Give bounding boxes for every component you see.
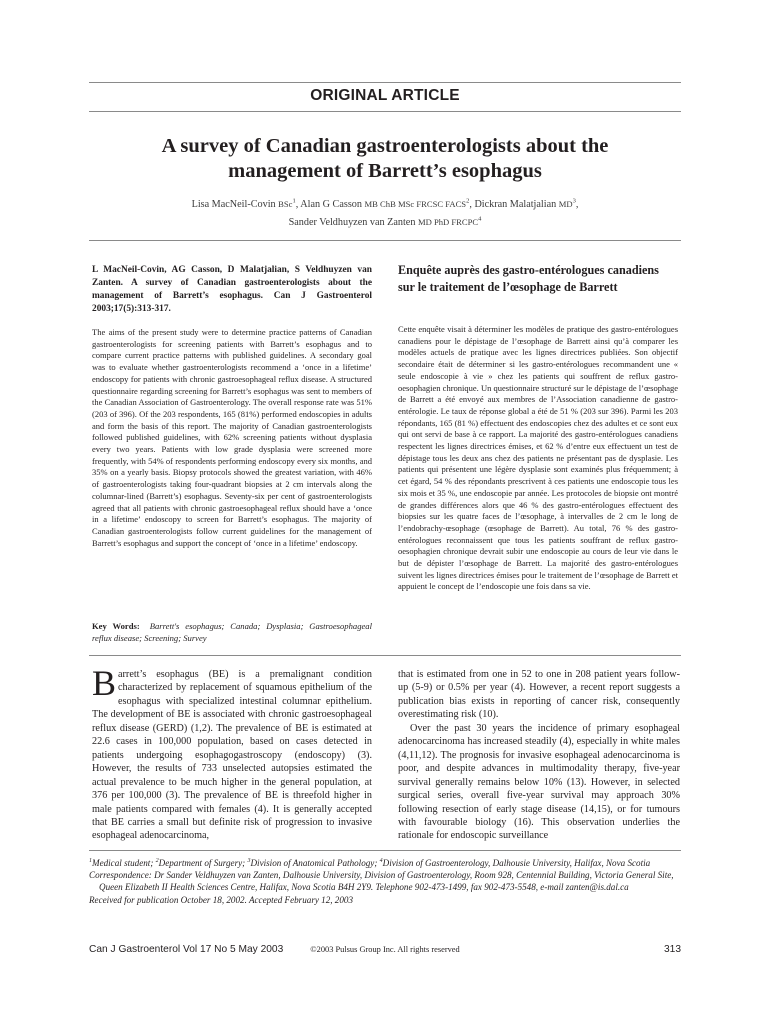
top-rule [89, 82, 681, 83]
correspondence-note: Correspondence: Dr Sander Veldhuyzen van Zanten, Dalhousie University, Division of Gastroenterology, Room 928, Centennial Building, Victoria General Site, Queen Elizabeth II Health Sciences Centre, Halifax, Nova Scotia B4H 2Y9. Telephone 902-473-1499, fax 902-473-5548, e-mail zanten@is.dal.ca [89, 870, 674, 893]
french-title: Enquête auprès des gastro-entérologues canadiens sur le traitement de l’œsophage de Barrett [398, 263, 659, 294]
abstract-bottom-rule [89, 655, 681, 656]
abstract-french: Cette enquête visait à déterminer les modèles de pratique des gastro-entérologues canadiens pour le dépistage de l’œsophage de Barrett ainsi qu’à comparer les modèles actuels de pratique avec les lignes directrices publiées. Son objectif secondaire était de déterminer si les gastro-entérologues recommandent une « seule endoscopie à vie » chez les patients qui souffrent de reflux gastro-oesophagien chronique. Un questionnaire structuré sur le dépistage de l’œsophage de Barrett a été envoyé aux membres de l’Association canadienne de gastro-entérologie. Le taux de réponse global a été de 51 % (203 sur 396). Parmi les 203 répondants, 165 (81 %) effectuent des endoscopies chez des adultes et ce sont eux qui ont servi de base à ce rapport. La majorité des gastro-entérologues canadiens respectent les lignes directrices émises, et 62 % d’entre eux effectuent un test de dépistage tous les deux ans chez des patients ne présentant pas de dysplasie. Les patients qui présentent une légère dysplasie sont examinés plus fréquemment; à cet égard, 54 % des répondants prescrivent à ces patients une endoscopie tous les six mois et 35 %, une endoscopie par année. Les protocoles de biopsie ont montré de grandes différences alors que 46 % des gastro-entérologues effectuent des biopsies sur les quatre faces de l’œsophage, à intervalles de 2 cm le long de l’endobrachy-œsophage (œsophage de Barrett). Au total, 76 % des gastro-entérologues reconnaissent que tous les patients souffrant de reflux gastro-oesophagien chronique devrait subir une endoscopie au cours de leur vie dans le but de dépister l’œsophage de Barrett. La majorité des gastro-entérologues suivent les lignes directrices émises pour le traitement de l’œsophage de Barrett et appuient le concept de l’endoscopie une fois dans sa vie. [398, 324, 678, 592]
received-note: Received for publication October 18, 2002. Accepted February 12, 2003 [89, 894, 353, 905]
section-rule [89, 111, 681, 112]
keywords-label: Key Words: [92, 621, 140, 631]
header-bottom-rule [89, 240, 681, 241]
author-3: Dickran Malatjalian $MD^3$, [474, 198, 579, 211]
author-4: Sander Veldhuyzen van Zanten MD PhD FRCPC$^4$ [288, 215, 482, 228]
author-2: Alan G Casson MB ChB MSc FRCSC FACS$^2$, [300, 198, 475, 211]
copyright: ©2003 Pulsus Group Inc. All rights reserved [310, 945, 460, 954]
footnotes [89, 855, 681, 906]
body-paragraph-1: that is estimated from one in 52 to one in 208 patient years follow-up (5-9) or 0.5% per year (4). However, a recent report suggests a publication bias exists in reporting of cancer risk, consequently overestimating risk (10). [398, 669, 680, 721]
body-column-left [92, 663, 372, 843]
body-left-text: arrett’s esophagus (BE) is a premalignant condition characterized by replacement of squamous epithelium of the esophagus with specialized intestinal columnar epithelium. The development of BE is associated with chronic gastroesophageal reflux disease (GERD) (1,2). The prevalence of BE is estimated at 22.6 cases in 100,000 population, based on cases detected in patients undergoing esophagogastroscopy (endoscopy) (3). However, the results of 733 unselected autopsies estimated the actual prevalence to be much higher in the general population, at 376 per 100,000 (3). The prevalence of BE is threefold higher in male patients compared with females (4). It is generally accepted that BE carries a small but definite risk of progression to invasive esophageal adenocarcinoma, [92, 669, 372, 842]
keywords-text: Barrett's esophagus; Canada; Dysplasia; Gastroesophageal reflux disease; Screening; Survey [92, 621, 372, 643]
body-column-right [398, 668, 680, 843]
page-footer [89, 944, 681, 958]
body-paragraph-2: Over the past 30 years the incidence of primary esophageal adenocarcinoma has increased steadily (4), especially in white males (4,11,12). The prognosis for invasive esophageal adenocarcinoma is poor, and despite advances in multimodality therapy, five-year survival generally remains below 10% (13). However, in selected surgical series, overall five-year survival may approach 30% following resection of early stage disease (14,15), or for tumours with favourable biology (16). This observation underlies the rationale for endoscopic surveillance [398, 722, 680, 842]
drop-cap: B [92, 663, 117, 703]
author-1: Lisa MacNeil-Covin BSc$^1$, [191, 198, 301, 211]
page-number: 313 [664, 944, 681, 955]
title-line-1: A survey of Canadian gastroenterologists about the [161, 135, 609, 157]
article-title [100, 134, 670, 184]
title-line-2: management of Barrett’s esophagus [228, 160, 542, 182]
affiliations-note: $^1$Medical student; $^2$Department of Surgery; $^3$Division of Anatomical Pathology; $^4$Division of Gastroenterology, Dalhousie University, Halifax, Nova Scotia [89, 858, 651, 869]
section-label: ORIGINAL ARTICLE [310, 87, 460, 104]
keywords [92, 621, 372, 644]
abstract-english: The aims of the present study were to determine practice patterns of Canadian gastroenterologists for screening patients with Barrett’s esophagus and to compare current practice patterns with published guidelines. A secondary goal was to evaluate whether gastroenterologists recommend a ‘once in a lifetime’ endoscopy for patients with chronic gastroesophageal reflux disease. A structured questionnaire regarding screening for Barrett’s esophagus was sent to members of the Canadian Association of Gastroenterology. The overall response rate was 51% (203 of 396). Of the 203 respondents, 165 (81%) performed endoscopies in adults and form the basis of this report. The majority of Canadian gastroenterologists followed published guidelines, with 62% screening patients without dysplasia every two years. Patients with low grade dysplasia were screened more frequently, with 54% of respondents performing endoscopy every six months, and 35% on a yearly basis. Biopsy protocols showed the greatest variation, with 46% of gastroenterologists taking four-quadrant biopsies at 2 cm intervals along the columnar-lined (Barrett’s) esophagus. Seventy-six per cent of gastroenterologists agreed that all patients with chronic gastroesophageal reflux should have a ‘once in a lifetime’ endoscopy to screen for Barrett’s esophagus. The majority of Canadian gastroenterologists follow current guidelines for the management of Barrett’s esophagus and support the concept of ‘once in a lifetime’ endoscopy. [92, 327, 372, 548]
journal-citation: Can J Gastroenterol Vol 17 No 5 May 2003 [89, 944, 284, 955]
notes-rule [89, 850, 681, 851]
author-list [100, 195, 670, 230]
citation: L MacNeil-Covin, AG Casson, D Malatjalian, S Veldhuyzen van Zanten. A survey of Canadian gastroenterologists about the management of Barrett’s esophagus. Can J Gastroenterol 2003;17(5):313-317. [92, 265, 372, 314]
